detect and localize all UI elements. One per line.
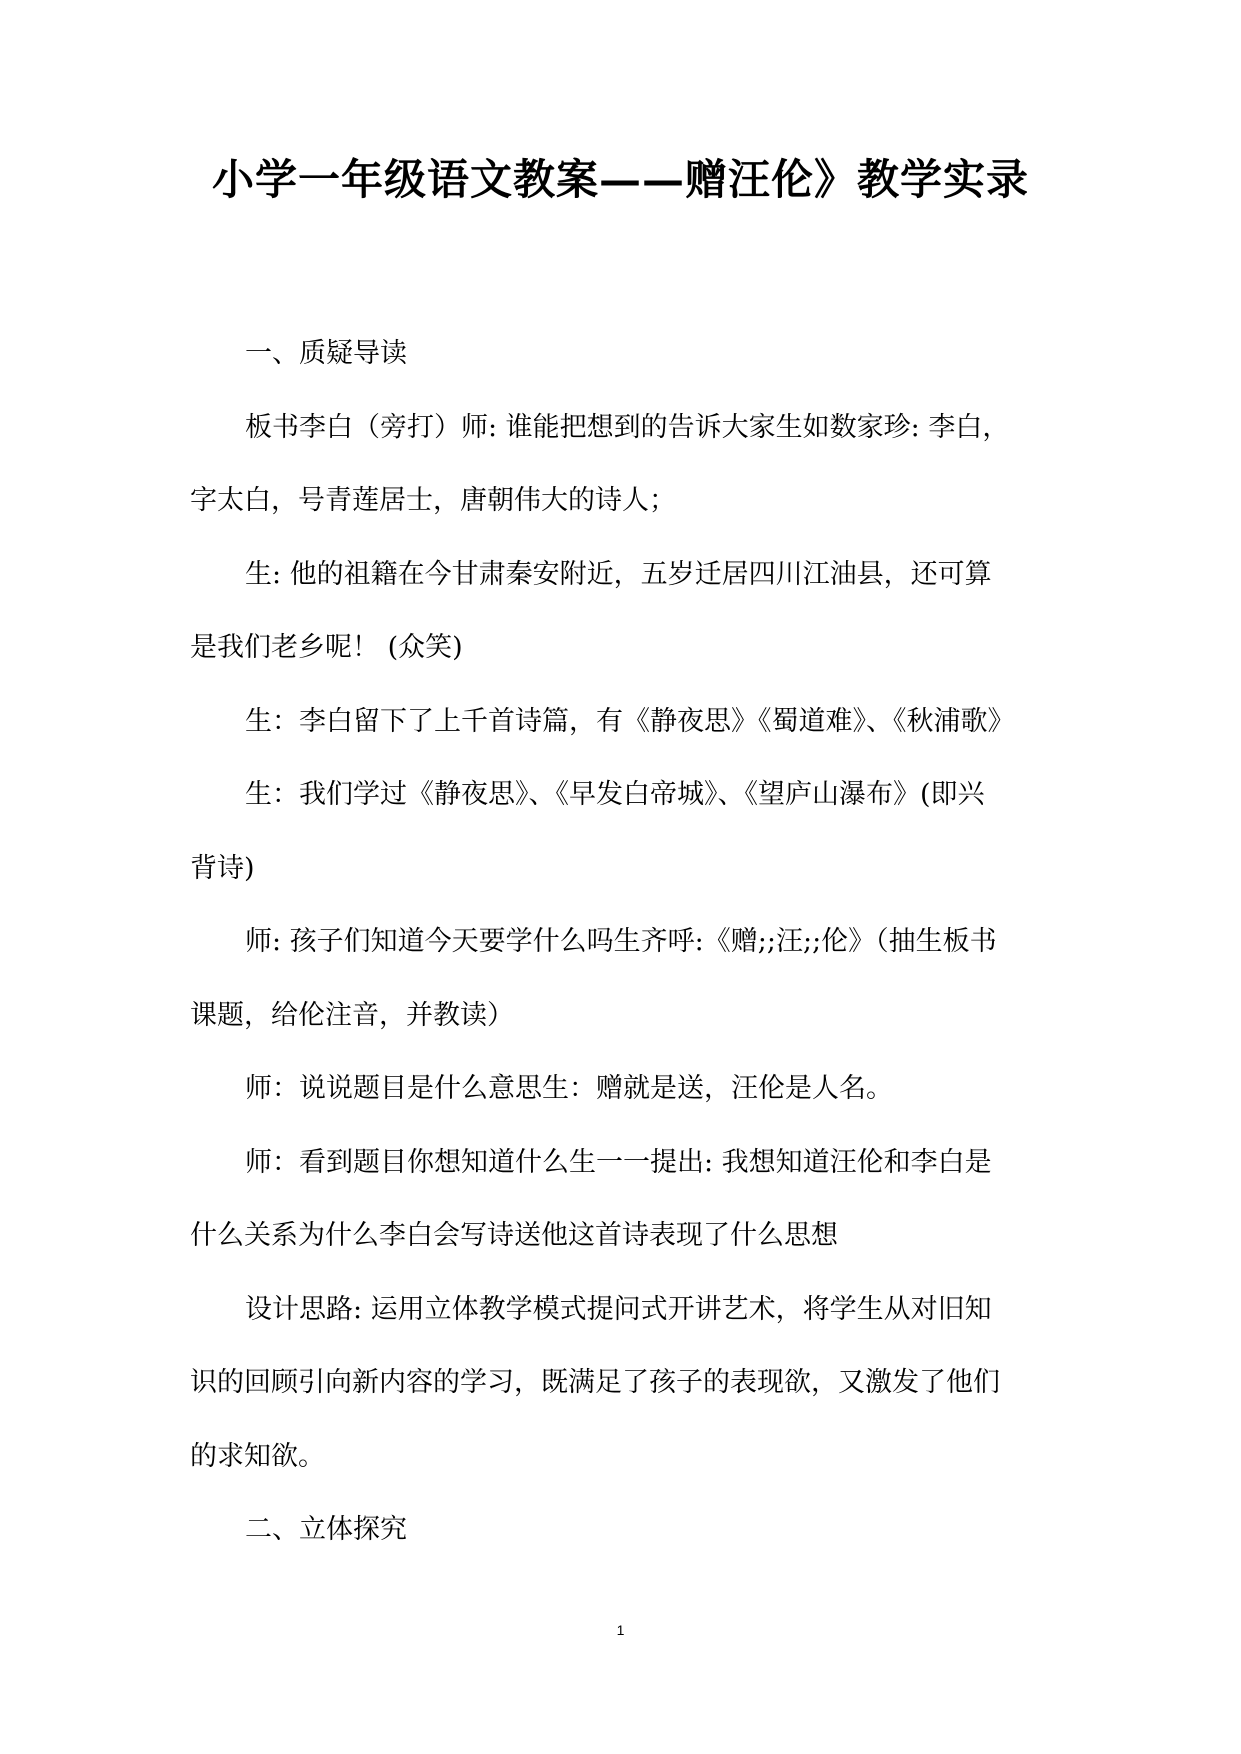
paragraph-line: 识的回顾引向新内容的学习，既满足了孩子的表现欲，又激发了他们 — [190, 1367, 1000, 1398]
paragraph-line: 的求知欲。 — [190, 1441, 325, 1472]
paragraph-line: 师: 孩子们知道今天要学什么吗生齐呼:《赠;;汪;;伦》（抽生板书 — [245, 926, 997, 957]
paragraph-line: 生：李白留下了上千首诗篇，有《静夜思》《蜀道难》、《秋浦歌》 — [245, 706, 1015, 737]
paragraph-line: 课题，给伦注音，并教读） — [190, 1000, 514, 1031]
paragraph-line: 设计思路: 运用立体教学模式提问式开讲艺术，将学生从对旧知 — [245, 1294, 992, 1325]
document-title: 小学一年级语文教案——赠汪伦》教学实录 — [211, 155, 1029, 204]
paragraph-line: 生：我们学过《静夜思》、《早发白帝城》、《望庐山瀑布》(即兴 — [245, 779, 985, 810]
paragraph-line: 师：看到题目你想知道什么生一一提出: 我想知道汪伦和李白是 — [245, 1147, 992, 1178]
paragraph-line: 板书李白（旁打）师: 谁能把想到的告诉大家生如数家珍: 李白， — [245, 412, 1010, 443]
paragraph-line: 背诗) — [190, 853, 255, 884]
paragraph-line: 生: 他的祖籍在今甘肃秦安附近，五岁迁居四川江油县，还可算 — [245, 559, 992, 590]
paragraph-line: 是我们老乡呢！ (众笑) — [190, 632, 463, 663]
paragraph-line: 师：说说题目是什么意思生：赠就是送，汪伦是人名。 — [245, 1073, 893, 1104]
page-number: 1 — [616, 1622, 625, 1638]
paragraph-line: 字太白，号青莲居士，唐朝伟大的诗人； — [190, 485, 676, 516]
section-heading: 一、质疑导读 — [245, 338, 407, 369]
paragraph-line: 什么关系为什么李白会写诗送他这首诗表现了什么思想 — [190, 1220, 838, 1251]
section-heading: 二、立体探究 — [245, 1514, 407, 1545]
